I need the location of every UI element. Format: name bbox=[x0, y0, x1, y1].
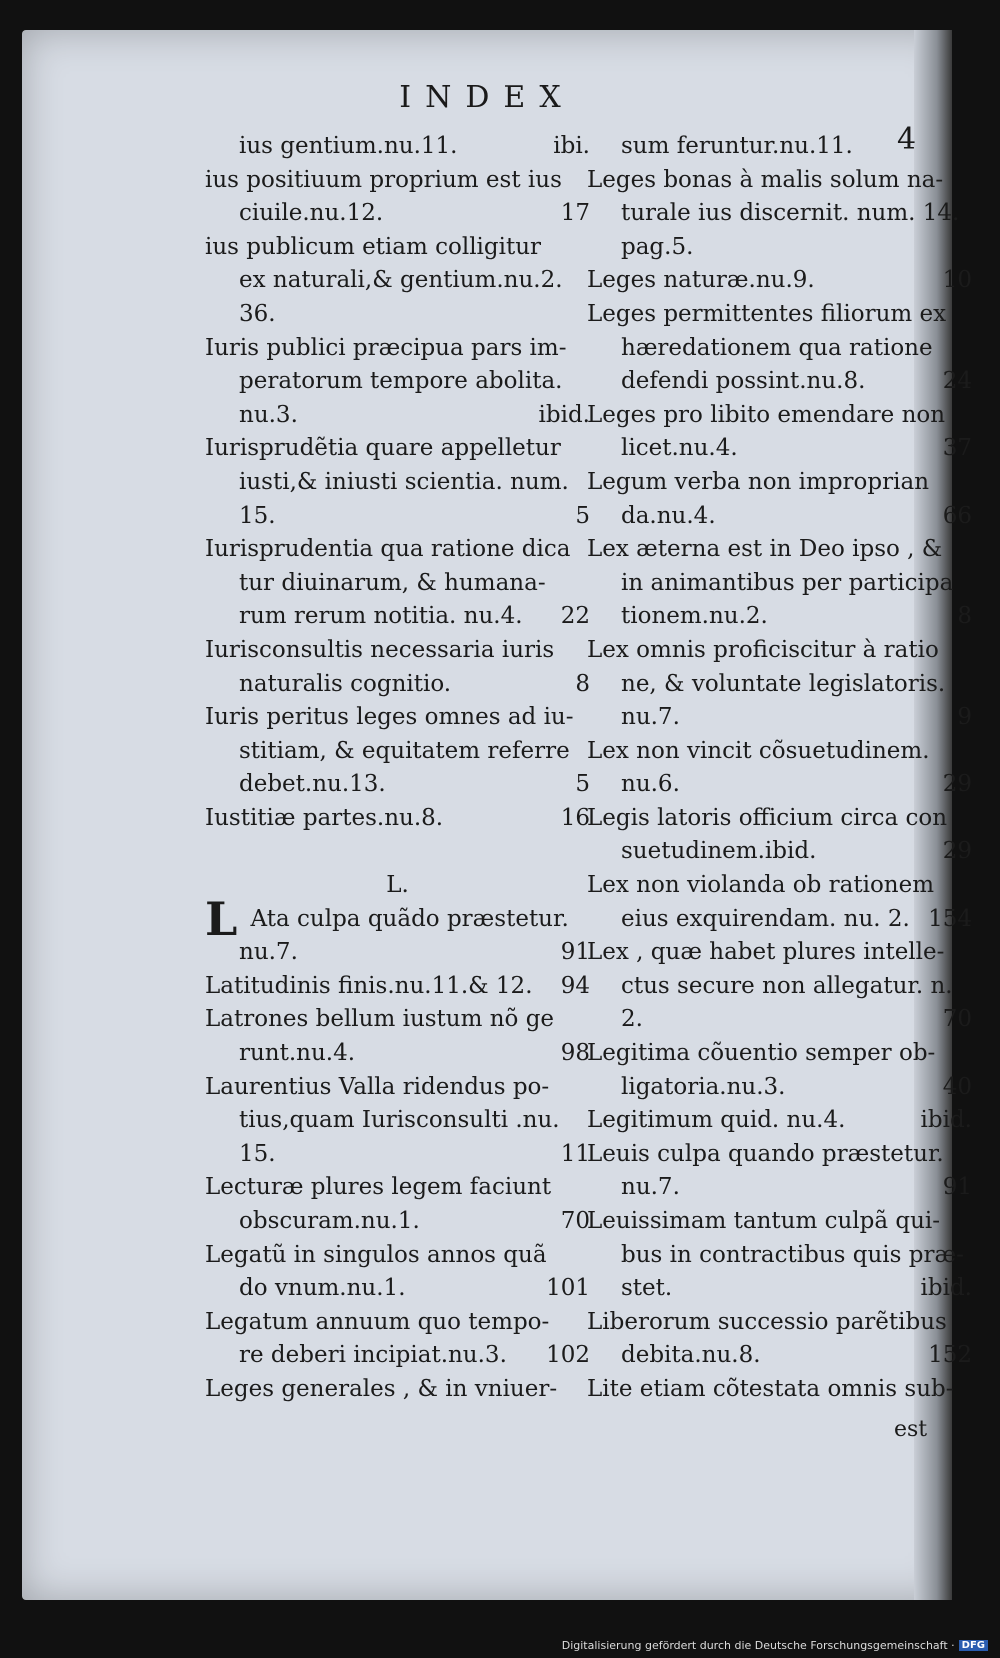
index-entry-line bbox=[205, 701, 590, 735]
index-entry-line bbox=[587, 1104, 972, 1138]
index-entry-line bbox=[587, 298, 972, 332]
index-entry-line bbox=[205, 332, 590, 366]
index-entry-line bbox=[205, 1306, 590, 1340]
entry-text: bus in contractibus quis præ- bbox=[621, 1241, 964, 1268]
index-entry-line bbox=[587, 130, 972, 164]
entry-text: nu.7. bbox=[621, 1174, 680, 1201]
page-number: 4 bbox=[897, 122, 917, 157]
index-column-right bbox=[587, 130, 972, 1407]
entry-text: Lite etiam cõtestata omnis sub- bbox=[587, 1375, 954, 1402]
entry-text: iusti,& iniusti scientia. num. bbox=[239, 468, 569, 495]
entry-reference: ibid. bbox=[920, 1107, 972, 1134]
index-entry-line bbox=[587, 1239, 972, 1273]
entry-text: Liberorum successio parẽtibus bbox=[587, 1308, 947, 1335]
index-entry-line bbox=[587, 231, 972, 265]
entry-text: Iurisprudẽtia quare appelletur bbox=[205, 435, 561, 462]
entry-text: Iuris peritus leges omnes ad iu- bbox=[205, 704, 574, 731]
dfg-logo: DFG bbox=[959, 1640, 988, 1651]
index-entry-line bbox=[587, 432, 972, 466]
index-entry-line bbox=[205, 130, 590, 164]
entry-reference: 22 bbox=[560, 603, 590, 630]
index-entry-line bbox=[205, 802, 590, 836]
entry-text: tionem.nu.2. bbox=[621, 603, 768, 630]
entry-reference: 11 bbox=[560, 1140, 590, 1167]
index-entry-line bbox=[205, 197, 590, 231]
index-entry-line bbox=[205, 432, 590, 466]
index-entry-line bbox=[587, 500, 972, 534]
entry-text: Leges pro libito emendare non bbox=[587, 401, 946, 428]
entry-text: Leges naturæ.nu.9. bbox=[587, 267, 815, 294]
entry-reference: 40 bbox=[942, 1073, 972, 1100]
index-entry-line bbox=[205, 1171, 590, 1205]
index-entry-line bbox=[587, 1373, 972, 1407]
entry-reference: 29 bbox=[942, 838, 972, 865]
entry-reference: 29 bbox=[942, 771, 972, 798]
entry-text: sum feruntur.nu.11. bbox=[621, 133, 853, 159]
entry-text: stitiam, & equitatem referre bbox=[239, 737, 570, 764]
entry-text: Ata culpa quãdo præstetur. bbox=[250, 905, 569, 932]
entry-text: nu.3. bbox=[239, 401, 298, 428]
entry-text: suetudinem.ibid. bbox=[621, 838, 817, 865]
entry-reference: 10 bbox=[942, 267, 972, 294]
index-entry-line bbox=[587, 903, 972, 937]
entry-reference: 101 bbox=[546, 1275, 590, 1302]
index-entry-line bbox=[587, 869, 972, 903]
entry-text: Iustitiæ partes.nu.8. bbox=[205, 804, 444, 831]
index-entry-line bbox=[587, 1339, 972, 1373]
entry-text: Legum verba non improprian bbox=[587, 468, 930, 495]
entry-text: Iurisconsultis necessaria iuris bbox=[205, 636, 555, 663]
entry-text: ligatoria.nu.3. bbox=[621, 1073, 786, 1100]
index-entry-line bbox=[205, 1239, 590, 1273]
entry-reference: ibi. bbox=[553, 133, 590, 159]
book-page bbox=[22, 30, 972, 1600]
entry-text: Legitimum quid. nu.4. bbox=[587, 1107, 846, 1134]
entry-reference: ibid. bbox=[920, 1275, 972, 1302]
index-entry-line bbox=[205, 891, 590, 946]
entry-reference: 9 bbox=[957, 704, 972, 731]
index-entry-line bbox=[205, 735, 590, 769]
entry-text: runt.nu.4. bbox=[239, 1040, 356, 1067]
index-entry-line bbox=[205, 466, 590, 500]
entry-text: re deberi incipiat.nu.3. bbox=[239, 1342, 507, 1369]
entry-reference: 24 bbox=[942, 368, 972, 395]
index-entry-line bbox=[587, 197, 972, 231]
index-entry-line bbox=[205, 1071, 590, 1105]
index-entry-line bbox=[587, 1037, 972, 1071]
entry-text: 15. bbox=[239, 1140, 276, 1167]
index-entry-line bbox=[205, 1037, 590, 1071]
entry-text: Lex , quæ habet plures intelle- bbox=[587, 939, 945, 966]
index-entry-line bbox=[205, 936, 590, 970]
entry-text: L. bbox=[386, 872, 409, 899]
index-entry-line bbox=[205, 1373, 590, 1407]
entry-text: 2. bbox=[621, 1006, 643, 1033]
index-column-left bbox=[205, 130, 590, 1407]
index-entry-line bbox=[587, 600, 972, 634]
entry-text: Leges generales , & in vniuer- bbox=[205, 1375, 558, 1402]
index-entry-line bbox=[205, 264, 590, 298]
index-entry-line bbox=[587, 1306, 972, 1340]
entry-text: Legatum annuum quo tempo- bbox=[205, 1308, 550, 1335]
entry-reference: 91 bbox=[942, 1174, 972, 1201]
entry-text: peratorum tempore abolita. bbox=[239, 368, 563, 395]
index-entry-line bbox=[587, 1272, 972, 1306]
entry-reference: 8 bbox=[957, 603, 972, 630]
index-entry-line bbox=[587, 735, 972, 769]
drop-capital: L bbox=[205, 891, 238, 946]
index-entry-line bbox=[205, 298, 590, 332]
entry-text: turale ius discernit. num. 14. bbox=[621, 200, 960, 227]
catchword: est bbox=[894, 1417, 928, 1442]
entry-text: Lex non violanda ob rationem bbox=[587, 872, 935, 899]
entry-text: Legis latoris officium circa con bbox=[587, 804, 948, 831]
entry-reference: 152 bbox=[928, 1342, 972, 1369]
index-entry-line bbox=[587, 701, 972, 735]
index-entry-line bbox=[587, 466, 972, 500]
entry-text: Leges bonas à malis solum na- bbox=[587, 166, 944, 193]
entry-text: ciuile.nu.12. bbox=[239, 200, 384, 227]
index-entry-line bbox=[587, 768, 972, 802]
index-entry-line bbox=[205, 1339, 590, 1373]
index-entry-line bbox=[205, 567, 590, 601]
footer-text: Digitalisierung gefördert durch die Deutsche Forschungsgemeinschaft · bbox=[561, 1639, 955, 1652]
entry-reference: 16 bbox=[560, 804, 590, 831]
entry-reference: 102 bbox=[546, 1342, 590, 1369]
entry-text: 36. bbox=[239, 300, 276, 327]
index-entry-line bbox=[205, 1272, 590, 1306]
entry-reference: 94 bbox=[560, 972, 590, 999]
index-entry-line bbox=[587, 1071, 972, 1105]
entry-text: defendi possint.nu.8. bbox=[621, 368, 866, 395]
entry-reference: 70 bbox=[942, 1006, 972, 1033]
entry-reference: 91 bbox=[560, 939, 590, 966]
entry-text: debita.nu.8. bbox=[621, 1342, 761, 1369]
entry-text: tius,quam Iurisconsulti .nu. bbox=[239, 1107, 560, 1134]
entry-text: licet.nu.4. bbox=[621, 435, 738, 462]
entry-text: obscuram.nu.1. bbox=[239, 1208, 420, 1234]
entry-text: da.nu.4. bbox=[621, 502, 716, 529]
entry-text: Legitima cõuentio semper ob- bbox=[587, 1040, 936, 1067]
entry-text: eius exquirendam. nu. 2. bbox=[621, 905, 910, 932]
entry-text: ius publicum etiam colligitur bbox=[205, 233, 542, 260]
index-entry-line bbox=[205, 1003, 590, 1037]
entry-text: nu.7. bbox=[239, 939, 298, 966]
index-entry-line bbox=[205, 1104, 590, 1138]
index-entry-line bbox=[205, 634, 590, 668]
index-entry-line bbox=[587, 567, 972, 601]
entry-text: ctus secure non allegatur. n. bbox=[621, 972, 953, 999]
index-entry-line bbox=[205, 1205, 590, 1239]
index-entry-line bbox=[205, 869, 590, 903]
entry-text: Iuris publici præcipua pars im- bbox=[205, 334, 567, 361]
index-entry-line bbox=[587, 668, 972, 702]
entry-text: debet.nu.13. bbox=[239, 771, 386, 798]
entry-text: in animantibus per participa bbox=[621, 569, 954, 596]
index-entry-line bbox=[587, 533, 972, 567]
digitization-footer bbox=[562, 1639, 988, 1652]
index-entry-line bbox=[587, 1003, 972, 1037]
index-entry-line bbox=[587, 164, 972, 198]
entry-reference: 5 bbox=[575, 502, 590, 529]
entry-reference: 5 bbox=[575, 771, 590, 798]
entry-text: Iurisprudentia qua ratione dica bbox=[205, 536, 571, 563]
entry-text: Latrones bellum iustum nõ ge bbox=[205, 1006, 555, 1033]
index-entry-line bbox=[587, 1138, 972, 1172]
index-entry-line bbox=[587, 399, 972, 433]
index-entry-line bbox=[587, 634, 972, 668]
index-entry-line bbox=[587, 332, 972, 366]
index-entry-line bbox=[587, 936, 972, 970]
index-entry-line bbox=[205, 365, 590, 399]
entry-reference: 66 bbox=[942, 502, 972, 529]
entry-text: tur diuinarum, & humana- bbox=[239, 569, 546, 596]
entry-text: nu.7. bbox=[621, 704, 680, 731]
entry-text: ius positiuum proprium est ius bbox=[205, 166, 562, 193]
entry-reference: 8 bbox=[575, 670, 590, 697]
index-entry-line bbox=[587, 970, 972, 1004]
page-header: INDEX bbox=[399, 80, 575, 115]
entry-text: ex naturali,& gentium.nu.2. bbox=[239, 267, 563, 294]
entry-reference: 17 bbox=[560, 200, 590, 227]
entry-text: pag.5. bbox=[621, 233, 694, 260]
entry-text: Lex non vincit cõsuetudinem. bbox=[587, 737, 930, 764]
entry-text: Laurentius Valla ridendus po- bbox=[205, 1073, 550, 1100]
index-entry-line bbox=[587, 802, 972, 836]
entry-text: stet. bbox=[621, 1275, 673, 1302]
index-entry-line bbox=[587, 264, 972, 298]
entry-text: Lex omnis proficiscitur à ratio bbox=[587, 636, 939, 663]
entry-reference: 98 bbox=[560, 1040, 590, 1067]
entry-text: ne, & voluntate legislatoris. bbox=[621, 670, 946, 697]
index-entry-line bbox=[205, 1138, 590, 1172]
entry-text: Leuis culpa quando præstetur. bbox=[587, 1140, 944, 1167]
index-entry-line bbox=[205, 668, 590, 702]
entry-reference: 70 bbox=[560, 1208, 590, 1234]
entry-text: hæredationem qua ratione bbox=[621, 334, 933, 361]
index-entry-line bbox=[205, 533, 590, 567]
entry-text: Leges permittentes filiorum ex bbox=[587, 300, 947, 327]
index-entry-line bbox=[205, 164, 590, 198]
index-entry-line bbox=[205, 500, 590, 534]
entry-text: Legatũ in singulos annos quã bbox=[205, 1241, 547, 1268]
entry-text: Lecturæ plures legem faciunt bbox=[205, 1174, 552, 1201]
index-entry-line bbox=[205, 600, 590, 634]
entry-text: 15. bbox=[239, 502, 276, 529]
entry-text: rum rerum notitia. nu.4. bbox=[239, 603, 523, 630]
entry-text: naturalis cognitio. bbox=[239, 670, 452, 697]
index-entry-line bbox=[205, 768, 590, 802]
index-entry-line bbox=[587, 365, 972, 399]
entry-text: ius gentium.nu.11. bbox=[239, 133, 458, 159]
index-entry-line bbox=[205, 399, 590, 433]
entry-reference: ibid. bbox=[538, 401, 590, 428]
entry-text: Latitudinis finis.nu.11.& 12. bbox=[205, 972, 533, 999]
entry-reference: 37 bbox=[942, 435, 972, 462]
index-entry-line bbox=[587, 1171, 972, 1205]
index-entry-line bbox=[205, 231, 590, 265]
entry-text: Lex æterna est in Deo ipso , & bbox=[587, 536, 943, 563]
index-entry-line bbox=[587, 835, 972, 869]
index-entry-line bbox=[587, 1205, 972, 1239]
entry-reference: 154 bbox=[928, 905, 972, 932]
entry-text: do vnum.nu.1. bbox=[239, 1275, 406, 1302]
entry-text: Leuissimam tantum culpã qui- bbox=[587, 1208, 941, 1234]
index-entry-line bbox=[205, 970, 590, 1004]
index-entry-line bbox=[205, 835, 590, 869]
entry-text: nu.6. bbox=[621, 771, 680, 798]
